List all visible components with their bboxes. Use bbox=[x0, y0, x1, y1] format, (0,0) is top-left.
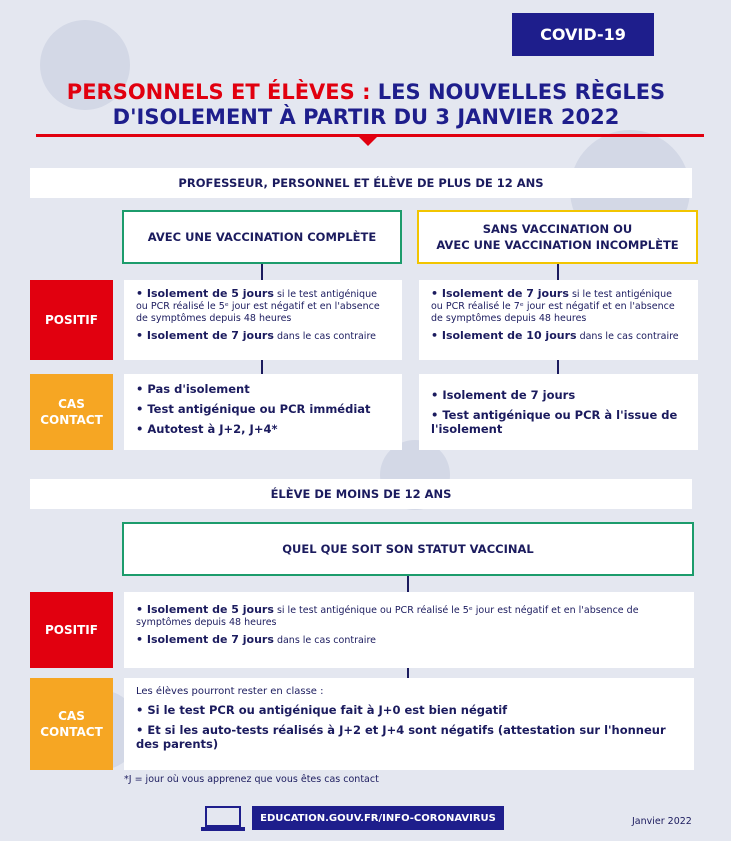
col-unvaccinated-line2: AVEC UNE VACCINATION INCOMPLÈTE bbox=[436, 238, 679, 252]
vaccinated-positif-card bbox=[124, 280, 402, 360]
unvaccinated-contact-card bbox=[419, 374, 698, 450]
title-blue-1: LES NOUVELLES RÈGLES bbox=[370, 80, 666, 104]
unvacc-contact-item: • Isolement de 7 jours bbox=[431, 388, 576, 402]
covid-badge: COVID-19 bbox=[512, 13, 654, 56]
unvacc-pos-text-1: si le test antigénique ou PCR réalisé le 7ᵉ jour est négatif et en l'absence de symptômes depuis 48 heures bbox=[431, 289, 675, 324]
vacc-contact-item: • Test antigénique ou PCR immédiat bbox=[136, 402, 371, 416]
unvaccinated-positif-card bbox=[419, 280, 698, 360]
vacc-pos-bold-1: • Isolement de 5 jours bbox=[136, 287, 274, 300]
connector-line bbox=[557, 264, 559, 280]
contact-label-2: CONTACT bbox=[40, 725, 103, 739]
u12-contact-item: • Si le test PCR ou antigénique fait à J+0 est bien négatif bbox=[136, 703, 508, 717]
unvacc-contact-item: • Test antigénique ou PCR à l'issue de l'isolement bbox=[431, 408, 678, 436]
u12-pos-text-1: si le test antigénique ou PCR réalisé le 5ᵉ jour est négatif et en l'absence de symptômes depuis 48 heures bbox=[136, 605, 639, 628]
u12-pos-text-2: dans le cas contraire bbox=[273, 635, 376, 646]
vacc-contact-item: • Autotest à J+2, J+4* bbox=[136, 422, 278, 436]
connector-line bbox=[261, 264, 263, 280]
vacc-pos-text-2: dans le cas contraire bbox=[273, 331, 376, 342]
chevron-down-icon bbox=[356, 134, 380, 146]
unvacc-pos-bold-1: • Isolement de 7 jours bbox=[431, 287, 569, 300]
laptop-icon bbox=[200, 806, 246, 832]
title-red: PERSONNELS ET ÉLÈVES : bbox=[66, 80, 371, 104]
vaccinated-contact-card bbox=[124, 374, 402, 450]
connector-line bbox=[407, 668, 409, 678]
cas-contact-label bbox=[30, 374, 113, 450]
contact-intro: Les élèves pourront rester en classe : bbox=[136, 686, 324, 697]
under12-positif-card bbox=[124, 592, 694, 668]
date-label: Janvier 2022 bbox=[632, 816, 692, 827]
u12-pos-bold-2: • Isolement de 7 jours bbox=[136, 633, 274, 646]
vacc-pos-bold-2: • Isolement de 7 jours bbox=[136, 329, 274, 342]
website-link[interactable]: EDUCATION.GOUV.FR/INFO-CORONAVIRUS bbox=[252, 806, 504, 830]
unvacc-pos-bold-2: • Isolement de 10 jours bbox=[431, 329, 577, 342]
u12-pos-bold-1: • Isolement de 5 jours bbox=[136, 603, 274, 616]
col-vaccinated-header: AVEC UNE VACCINATION COMPLÈTE bbox=[122, 210, 402, 264]
title-blue-2: D'ISOLEMENT À PARTIR DU 3 JANVIER 2022 bbox=[112, 105, 620, 129]
vacc-contact-item: • Pas d'isolement bbox=[136, 382, 250, 396]
connector-line bbox=[557, 360, 559, 374]
positif-label-2: POSITIF bbox=[30, 592, 113, 668]
page-title bbox=[30, 80, 702, 130]
cas-contact-label-2 bbox=[30, 678, 113, 770]
cas-label-2: CAS bbox=[58, 709, 85, 723]
section1-header: PROFESSEUR, PERSONNEL ET ÉLÈVE DE PLUS DE 12 ANS bbox=[30, 168, 692, 198]
unvacc-pos-text-2: dans le cas contraire bbox=[576, 331, 679, 342]
footnote: *J = jour où vous apprenez que vous êtes cas contact bbox=[124, 774, 379, 785]
positif-label: POSITIF bbox=[30, 280, 113, 360]
cas-label: CAS bbox=[58, 397, 85, 411]
contact-label: CONTACT bbox=[40, 413, 103, 427]
u12-contact-item: • Et si les auto-tests réalisés à J+2 et J+4 sont négatifs (attestation sur l'honneur des parents) bbox=[136, 723, 666, 751]
col-unvaccinated-header bbox=[417, 210, 698, 264]
connector-line bbox=[261, 360, 263, 374]
vaccinal-status-header: QUEL QUE SOIT SON STATUT VACCINAL bbox=[122, 522, 694, 576]
connector-line bbox=[407, 576, 409, 592]
section2-header: ÉLÈVE DE MOINS DE 12 ANS bbox=[30, 479, 692, 509]
vacc-pos-text-1: si le test antigénique ou PCR réalisé le 5ᵉ jour est négatif et en l'absence de symptômes depuis 48 heures bbox=[136, 289, 380, 324]
under12-contact-card bbox=[124, 678, 694, 770]
col-unvaccinated-line1: SANS VACCINATION OU bbox=[482, 222, 633, 236]
